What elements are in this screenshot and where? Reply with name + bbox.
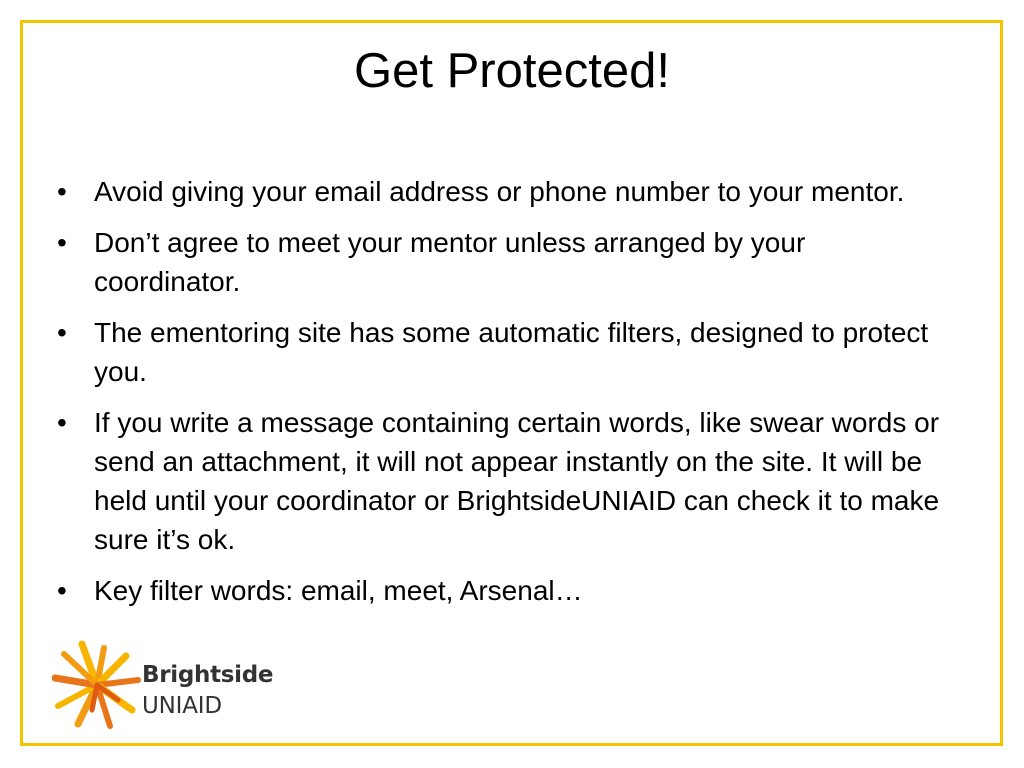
bullet-text: Avoid giving your email address or phone number to your mentor.	[94, 176, 905, 207]
slide-title: Get Protected!	[354, 44, 670, 98]
bullet-item	[53, 313, 953, 391]
starburst-icon	[52, 640, 142, 730]
bullet-item	[53, 571, 953, 610]
bullet-marker: •	[57, 575, 67, 606]
bullet-text: Key filter words: email, meet, Arsenal…	[94, 575, 583, 606]
logo-text-uniaid: UNIAID	[142, 693, 222, 719]
bullet-marker: •	[57, 317, 67, 348]
bullet-marker: •	[57, 227, 67, 258]
bullet-item	[53, 403, 953, 559]
bullet-list	[53, 172, 953, 622]
bullet-marker: •	[57, 176, 67, 207]
bullet-text: Don’t agree to meet your mentor unless arranged by your coordinator.	[94, 227, 806, 297]
bullet-item	[53, 172, 953, 211]
bullet-text: If you write a message containing certain words, like swear words or send an attachment, it will not appear instantly on the site. It will be held until your coordinator or BrightsideUNIAID can check it to make sure it’s ok.	[94, 407, 940, 555]
bullet-item	[53, 223, 953, 301]
bullet-marker: •	[57, 407, 67, 438]
brightside-uniaid-logo	[52, 640, 282, 730]
bullet-text: The ementoring site has some automatic filters, designed to protect you.	[94, 317, 929, 387]
logo-text-brightside: Brightside	[142, 662, 274, 688]
